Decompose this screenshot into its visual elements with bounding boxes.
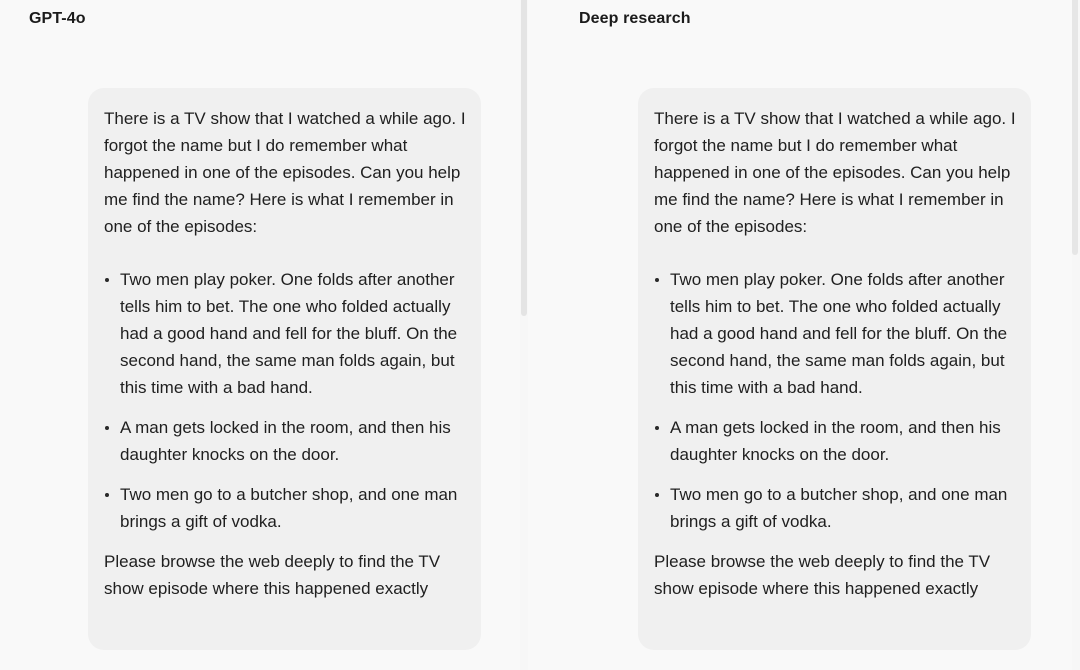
message-closing: Please browse the web deeply to find the TV show episode where this happened exactly (104, 552, 441, 598)
list-item: A man gets locked in the room, and then his daughter knocks on the door. (654, 414, 1016, 468)
message-bullet-list (104, 266, 466, 535)
model-title: Deep research (579, 10, 691, 27)
left-panel (0, 0, 520, 670)
user-message-bubble (88, 88, 481, 650)
list-item: Two men play poker. One folds after another tells him to bet. The one who folded actually had a good hand and fell for the bluff. On the second hand, the same man folds again, but this time with a bad hand. (104, 266, 466, 401)
message-intro: There is a TV show that I watched a while ago. I forgot the name but I do remember what happened in one of the episodes. Can you help me find the name? Here is what I remember in one of the episodes: (104, 109, 466, 236)
list-item: Two men go to a butcher shop, and one man brings a gift of vodka. (104, 481, 466, 535)
message-bullet-list (654, 266, 1016, 535)
message-intro: There is a TV show that I watched a while ago. I forgot the name but I do remember what happened in one of the episodes. Can you help me find the name? Here is what I remember in one of the episodes: (654, 109, 1016, 236)
model-title: GPT-4o (29, 10, 86, 27)
panel-scrollbar[interactable] (521, 0, 527, 316)
message-closing: Please browse the web deeply to find the TV show episode where this happened exactly (654, 552, 991, 598)
right-panel (528, 0, 1072, 670)
list-item: Two men go to a butcher shop, and one man brings a gift of vodka. (654, 481, 1016, 535)
list-item: Two men play poker. One folds after another tells him to bet. The one who folded actually had a good hand and fell for the bluff. On the second hand, the same man folds again, but this time with a bad hand. (654, 266, 1016, 401)
user-message-bubble (638, 88, 1031, 650)
list-item: A man gets locked in the room, and then his daughter knocks on the door. (104, 414, 466, 468)
panel-scrollbar[interactable] (1072, 0, 1078, 255)
